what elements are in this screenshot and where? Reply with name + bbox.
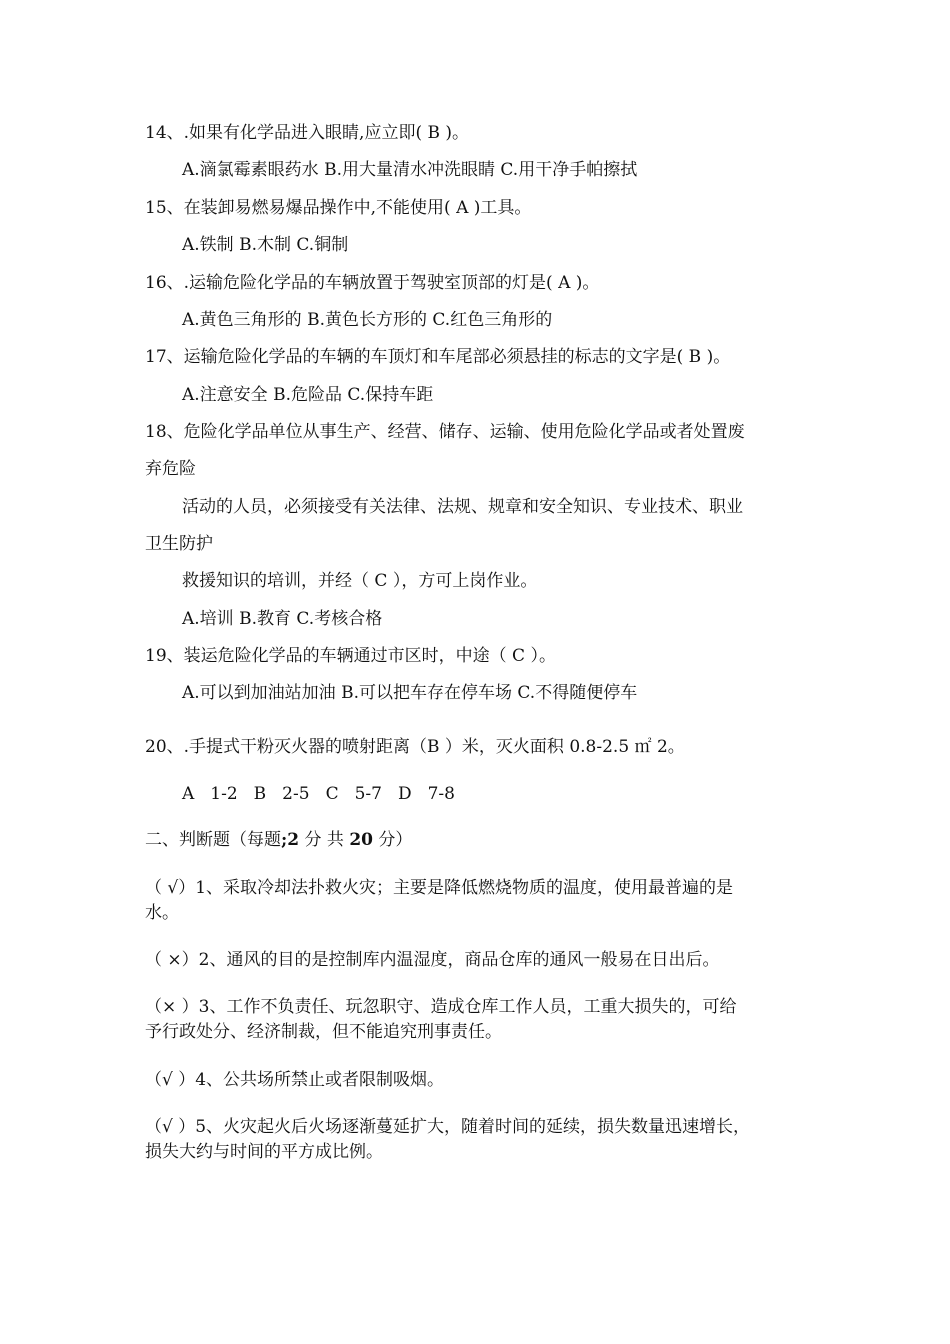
section-2-title	[0, 829, 950, 851]
question-18-line2: 活动的人员，必须接受有关法律、法规、规章和安全知识、专业技术、职业	[182, 497, 743, 517]
question-16-options: A.黄色三角形的 B.黄色长方形的 C.红色三角形的	[182, 310, 553, 330]
option-value: 2-5	[282, 784, 310, 804]
question-19-options: A.可以到加油站加油 B.可以把车存在停车场 C.不得随便停车	[182, 683, 638, 703]
question-15-options: A.铁制 B.木制 C.铜制	[182, 235, 349, 255]
question-15: 15、在装卸易燃易爆品操作中,不能使用( A )工具。	[145, 198, 532, 218]
question-18-options: A.培训 B.教育 C.考核合格	[182, 609, 383, 629]
question-20: 20、.手提式干粉灭火器的喷射距离（B ）米，灭火面积 0.8-2.5 ㎡ 2。	[145, 737, 685, 757]
judgement-1-line1: （ √）1、采取冷却法扑救火灾；主要是降低燃烧物质的温度，使用最普遍的是	[145, 878, 734, 898]
option-value: 5-7	[354, 784, 382, 804]
option-letter: C	[325, 784, 339, 804]
question-14-options: A.滴氯霉素眼药水 B.用大量清水冲洗眼睛 C.用干净手帕擦拭	[182, 160, 638, 180]
question-18-line3: 救援知识的培训，并经（ C ），方可上岗作业。	[182, 571, 538, 591]
question-18-line1: 18、危险化学品单位从事生产、经营、储存、运输、使用危险化学品或者处置废	[145, 422, 745, 442]
judgement-5-line1: （√ ）5、火灾起火后火场逐渐蔓延扩大，随着时间的延续，损失数量迅速增长，	[145, 1117, 751, 1137]
option-letter: B	[253, 784, 267, 804]
section-title-text: 分）	[373, 830, 413, 850]
judgement-1-line2: 水。	[145, 903, 179, 923]
option-value: 7-8	[427, 784, 455, 804]
section-title-text: 分 共	[299, 830, 350, 850]
judgement-3-line1: （× ）3、工作不负责任、玩忽职守、造成仓库工作人员，工重大损失的，可给	[145, 997, 737, 1017]
option-value: 1-2	[210, 784, 238, 804]
question-17-options: A.注意安全 B.危险品 C.保持车距	[182, 385, 434, 405]
option-letter: A	[182, 784, 195, 804]
question-19: 19、装运危险化学品的车辆通过市区时，中途（ C ）。	[145, 646, 556, 666]
judgement-3-line2: 予行政处分、经济制裁，但不能追究刑事责任。	[145, 1022, 502, 1042]
question-14: 14、.如果有化学品进入眼睛,应立即( B )。	[145, 123, 470, 143]
judgement-4: （√ ）4、公共场所禁止或者限制吸烟。	[145, 1070, 445, 1090]
section-title-bold: ;2	[281, 830, 300, 850]
question-16: 16、.运输危险化学品的车辆放置于驾驶室顶部的灯是( A )。	[145, 273, 600, 293]
section-title-text: 二、判断题（每题	[145, 830, 281, 850]
question-18-line1-wrap: 弃危险	[145, 459, 196, 479]
question-17: 17、运输危险化学品的车辆的车顶灯和车尾部必须悬挂的标志的文字是( B )。	[145, 347, 731, 367]
option-letter: D	[397, 784, 412, 804]
section-title-bold: 20	[349, 830, 373, 850]
judgement-2: （ ×）2、通风的目的是控制库内温湿度，商品仓库的通风一般易在日出后。	[145, 950, 720, 970]
question-20-options	[0, 783, 950, 805]
judgement-5-line2: 损失大约与时间的平方成比例。	[145, 1142, 383, 1162]
question-18-line2-wrap: 卫生防护	[145, 534, 213, 554]
